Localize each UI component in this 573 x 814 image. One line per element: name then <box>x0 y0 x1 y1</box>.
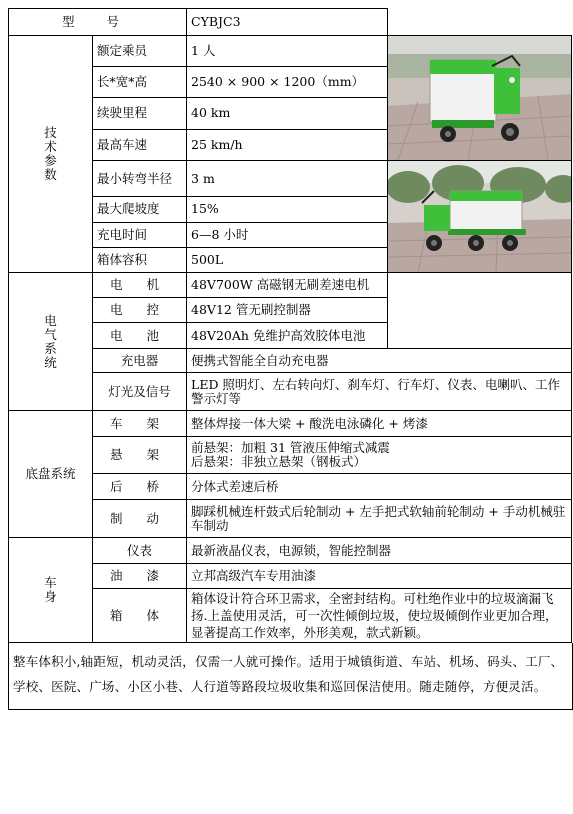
blank-cell <box>388 9 572 36</box>
model-row <box>9 9 572 36</box>
vehicle-photo-1 <box>388 36 572 161</box>
tech-row <box>9 36 572 67</box>
tech-label: 箱体容积 <box>93 247 187 272</box>
tech-label: 充电时间 <box>93 222 187 247</box>
tech-value: 1 人 <box>187 36 388 67</box>
spec-table <box>8 8 572 643</box>
tech-row <box>9 161 572 197</box>
chassis-row <box>9 411 572 437</box>
electric-label: 充电器 <box>93 349 187 373</box>
electric-label: 电 控 <box>93 298 187 323</box>
electric-value: LED 照明灯、左右转向灯、刹车灯、行车灯、仪表、电喇叭、工作警示灯等 <box>187 373 572 411</box>
body-value: 立邦高级汽车专用油漆 <box>187 564 572 589</box>
tech-label: 额定乘员 <box>93 36 187 67</box>
summary-text: 整车体积小,轴距短，机动灵活，仅需一人就可操作。适用于城镇街道、车站、机场、码头、工厂、学校、医院、广场、小区小巷、人行道等路段垃圾收集和巡回保洁使用。随走随停，方便灵活。 <box>8 643 573 710</box>
tech-label: 续驶里程 <box>93 97 187 129</box>
electric-row <box>9 349 572 373</box>
chassis-label: 制 动 <box>93 500 187 538</box>
chassis-label: 后 桥 <box>93 474 187 500</box>
chassis-value: 分体式差速后桥 <box>187 474 572 500</box>
tech-label: 最小转弯半径 <box>93 161 187 197</box>
body-label: 仪表 <box>93 538 187 564</box>
vehicle-photo-front-image <box>388 36 571 160</box>
front-suspension: 前悬架：加粗 31 管液压伸缩式减震 <box>191 440 390 455</box>
electric-value: 48V20Ah 免维护高效胶体电池 <box>187 323 388 349</box>
body-row <box>9 564 572 589</box>
group-tech-params: 技 术 参 数 <box>9 36 93 273</box>
electric-row <box>9 273 572 298</box>
electric-value: 48V12 管无刷控制器 <box>187 298 388 323</box>
rear-suspension: 后悬架：非独立悬架（钢板式） <box>191 454 367 469</box>
electric-label: 电 机 <box>93 273 187 298</box>
group-vehicle-body: 车 身 <box>9 538 93 643</box>
chassis-value: 脚踩机械连杆鼓式后轮制动 + 左手把式软轴前轮制动 + 手动机械驻车制动 <box>187 500 572 538</box>
photo-gap-cell <box>388 273 572 349</box>
tech-value: 500L <box>187 247 388 272</box>
chassis-value <box>187 437 572 474</box>
chassis-label: 车 架 <box>93 411 187 437</box>
chassis-row <box>9 474 572 500</box>
tech-value: 40 km <box>187 97 388 129</box>
tech-value: 2540 × 900 × 1200（mm） <box>187 66 388 97</box>
body-value: 箱体设计符合环卫需求，全密封结构。可杜绝作业中的垃圾滴漏飞扬.上盖使用灵活，可一次性倾倒垃圾，使垃圾倾倒作业更加合理，显著提高工作效率，外形美观，款式新颖。 <box>187 589 572 643</box>
body-row <box>9 538 572 564</box>
electric-label: 灯光及信号 <box>93 373 187 411</box>
electric-value: 便携式智能全自动充电器 <box>187 349 572 373</box>
vehicle-photo-side-image <box>388 161 571 272</box>
vehicle-photo-2 <box>388 161 572 273</box>
chassis-label: 悬 架 <box>93 437 187 474</box>
body-value: 最新液晶仪表，电源锁，智能控制器 <box>187 538 572 564</box>
electric-value: 48V700W 高磁钢无刷差速电机 <box>187 273 388 298</box>
tech-value: 15% <box>187 197 388 222</box>
electric-row <box>9 373 572 411</box>
tech-value: 3 m <box>187 161 388 197</box>
tech-value: 25 km/h <box>187 130 388 161</box>
chassis-value: 整体焊接一体大梁 + 酸洗电泳磷化 + 烤漆 <box>187 411 572 437</box>
model-value: CYBJC3 <box>187 9 388 36</box>
tech-label: 长*宽*高 <box>93 66 187 97</box>
tech-label: 最高车速 <box>93 130 187 161</box>
body-label: 油 漆 <box>93 564 187 589</box>
tech-value: 6—8 小时 <box>187 222 388 247</box>
chassis-row <box>9 437 572 474</box>
chassis-row <box>9 500 572 538</box>
tech-label: 最大爬坡度 <box>93 197 187 222</box>
model-label: 型 号 <box>9 9 187 36</box>
spec-sheet <box>8 8 571 710</box>
group-chassis-system: 底盘系统 <box>9 411 93 538</box>
body-label: 箱 体 <box>93 589 187 643</box>
group-electric-system: 电 气 系 统 <box>9 273 93 411</box>
body-row <box>9 589 572 643</box>
electric-label: 电 池 <box>93 323 187 349</box>
